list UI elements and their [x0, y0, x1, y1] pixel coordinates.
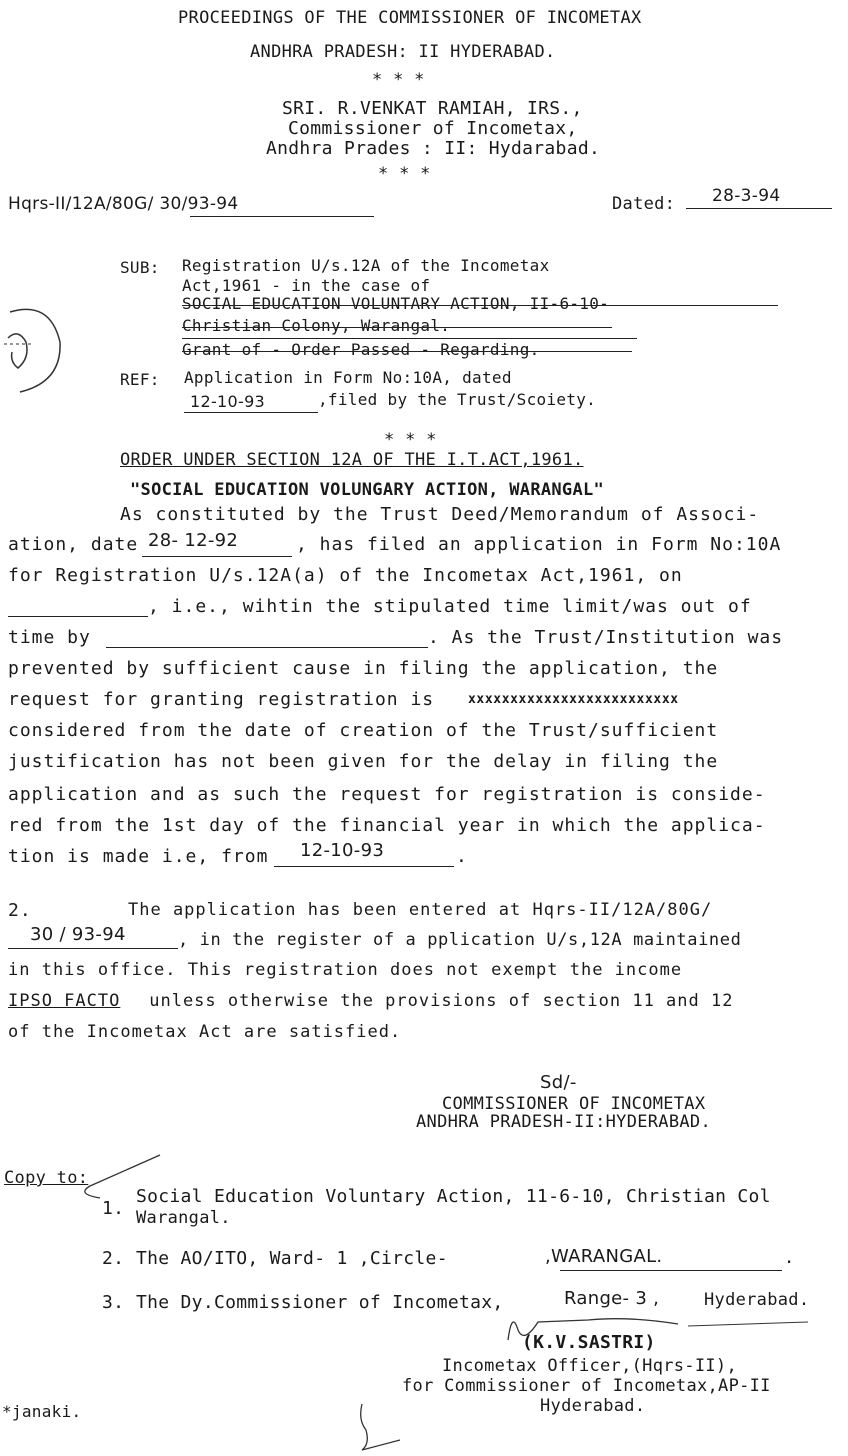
- subject-line-5: Grant of - Order Passed - Regarding.: [182, 340, 540, 359]
- signature-line-2: ANDHRA PRADESH-II:HYDERABAD.: [416, 1112, 711, 1132]
- typist-initials: *janaki.: [2, 1402, 82, 1421]
- para2-line-2: , in the register of a pplication U/s,12A maintained: [178, 930, 742, 950]
- filing-date-blank: [8, 616, 148, 617]
- register-number-underline: [8, 948, 178, 949]
- dated-value: 28-3-94: [712, 186, 781, 206]
- registration-from-underline: [274, 866, 454, 867]
- subject-line-4-strike: [182, 327, 612, 328]
- ref-line-2: ,filed by the Trust/Scoiety.: [318, 390, 597, 409]
- copy-item-2-text: The AO/ITO, Ward- 1 ,Circle-: [136, 1248, 448, 1269]
- sd-mark: Sd/-: [540, 1072, 577, 1093]
- copy-item-3-text: The Dy.Commissioner of Incometax,: [136, 1292, 504, 1313]
- para1-line-4: , i.e., wihtin the stipulated time limit/was out of: [148, 596, 752, 617]
- subject-line-4-underline: [182, 338, 637, 339]
- officer-designation: Incometax Officer,(Hqrs-II),: [442, 1356, 737, 1376]
- subject-label: SUB:: [120, 258, 160, 277]
- ref-date: 12-10-93: [190, 392, 266, 411]
- para1-line-12a: tion is made i.e, from: [8, 846, 269, 867]
- copy-item-1-line-2: Warangal.: [136, 1208, 231, 1228]
- copy-item-2-place: ,WARANGAL.: [545, 1246, 663, 1267]
- para1-line-1: As constituted by the Trust Deed/Memorandum of Associ-: [120, 504, 760, 525]
- registration-from-date: 12-10-93: [300, 840, 385, 861]
- dated-underline: [686, 208, 832, 209]
- subject-line-3: SOCIAL EDUCATION VOLUNTARY ACTION, II-6-10-: [182, 294, 610, 313]
- copy-item-1-line-1: Social Education Voluntary Action, 11-6-10, Christian Col: [136, 1186, 771, 1207]
- para1-line-11: red from the 1st day of the financial year in which the applica-: [8, 815, 766, 836]
- trust-deed-date-underline: [142, 556, 292, 557]
- copy-item-3-number: 3.: [102, 1292, 125, 1313]
- ipso-facto: IPSO FACTO: [8, 991, 121, 1011]
- struck-out-text: xxxxxxxxxxxxxxxxxxxxxxxxx: [468, 692, 679, 707]
- officer-name: (K.V.SASTRI): [522, 1332, 656, 1353]
- officer-title: Commissioner of Incometax,: [288, 118, 578, 139]
- header-title: PROCEEDINGS OF THE COMMISSIONER OF INCOMETAX: [178, 8, 642, 28]
- para2-line-3: in this office. This registration does not exempt the income: [8, 960, 683, 980]
- order-stars: * * *: [384, 430, 437, 450]
- file-number-underline: [190, 216, 374, 217]
- officer-place: Andhra Prades : II: Hydarabad.: [266, 138, 601, 159]
- subject-line-2: Act,1961 - in the case of: [182, 276, 431, 295]
- copy-item-2-number: 2.: [102, 1248, 125, 1269]
- copy-item-3-range: Range- 3 ,: [564, 1288, 660, 1309]
- trust-deed-date: 28- 12-92: [148, 530, 239, 551]
- para2-line-5: of the Incometax Act are satisfied.: [8, 1022, 402, 1042]
- para1-line-6: prevented by sufficient cause in filing the application, the: [8, 658, 719, 679]
- para1-line-10: application and as such the request for registration is conside-: [8, 784, 766, 805]
- para1-line-12-end: .: [456, 846, 468, 867]
- subject-line-3-strike: [182, 305, 778, 306]
- para1-line-8: considered from the date of creation of the Trust/sufficient: [8, 720, 719, 741]
- para1-line-2a: ation, date: [8, 534, 139, 555]
- subject-line-1: Registration U/s.12A of the Incometax: [182, 256, 550, 275]
- bottom-pen-mark-icon: [340, 1400, 420, 1456]
- file-number: Hqrs-II/12A/80G/ 30/93-94: [8, 194, 239, 214]
- para1-line-7a: request for granting registration is: [8, 689, 435, 710]
- officer-name: SRI. R.VENKAT RAMIAH, IRS.,: [282, 98, 583, 119]
- subject-line-5-strike: [182, 351, 632, 352]
- organisation-title: "SOCIAL EDUCATION VOLUNGARY ACTION, WARANGAL": [130, 480, 605, 500]
- ref-label: REF:: [120, 370, 160, 389]
- copy-item-2-end: .: [784, 1248, 795, 1268]
- ref-line-1: Application in Form No:10A, dated: [184, 368, 512, 387]
- para1-line-3: for Registration U/s.12A(a) of the Incometax Act,1961, on: [8, 565, 683, 586]
- para1-line-2b: , has filed an application in Form No:10A: [296, 534, 782, 555]
- ref-date-underline: [184, 412, 318, 413]
- subject-line-4: Christian Colony, Warangal.: [182, 316, 451, 335]
- copy-item-2-underline: [560, 1270, 782, 1271]
- copy-item-1-number: 1.: [102, 1198, 125, 1219]
- copy-item-3-city: Hyderabad.: [704, 1290, 810, 1310]
- header-subtitle: ANDHRA PRADESH: II HYDERABAD.: [250, 42, 556, 62]
- header-stars: * * *: [372, 70, 425, 90]
- register-number: 30 / 93-94: [30, 924, 126, 945]
- copy-to-label: Copy to:: [4, 1168, 89, 1188]
- order-heading: ORDER UNDER SECTION 12A OF THE I.T.ACT,1961.: [120, 450, 584, 470]
- margin-mark-icon: [0, 292, 70, 402]
- signature-line-1: COMMISSIONER OF INCOMETAX: [442, 1094, 706, 1114]
- officer-place: Hyderabad.: [540, 1396, 646, 1416]
- delay-blank: [106, 647, 428, 648]
- header-stars-2: * * *: [378, 164, 431, 184]
- para1-line-9: justification has not been given for the delay in filing the: [8, 751, 719, 772]
- para2-line-1: The application has been entered at Hqrs-II/12A/80G/: [128, 900, 713, 920]
- para2-line-4: unless otherwise the provisions of section 11 and 12: [138, 991, 734, 1011]
- dated-label: Dated:: [612, 194, 676, 214]
- officer-for-line: for Commissioner of Incometax,AP-II: [402, 1376, 771, 1396]
- para1-line-5b: . As the Trust/Institution was: [428, 627, 784, 648]
- para1-line-5a: time by: [8, 627, 91, 648]
- para2-number: 2.: [8, 900, 32, 921]
